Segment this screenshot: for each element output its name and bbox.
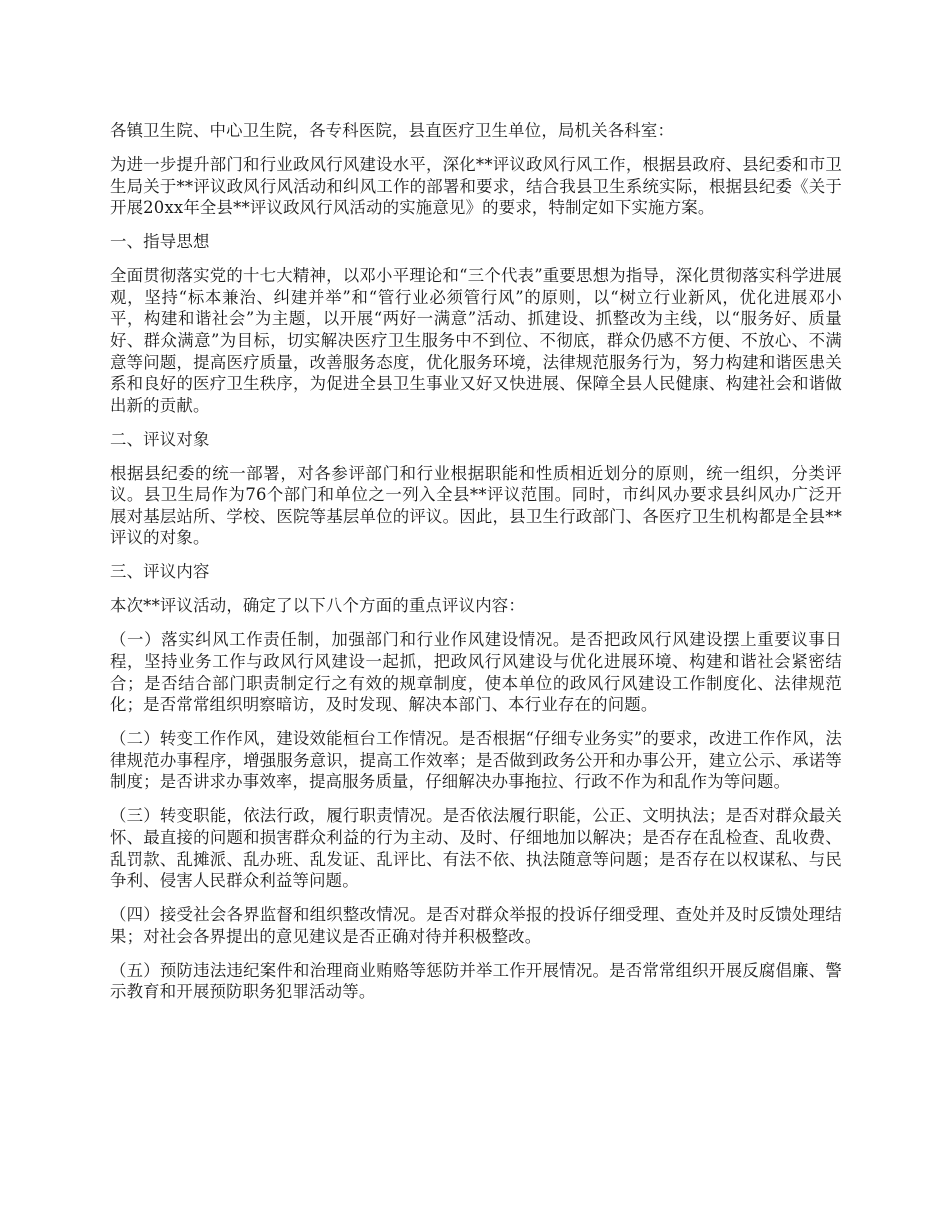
review-item-1: （一）落实纠风工作责任制，加强部门和行业作风建设情况。是否把政风行风建设摆上重要议事日程，坚持业务工作与政风行风建设一起抓，把政风行风建设与优化进展环境、构建和谐社会紧密结合；是否结合部门职责制定行之有效的规章制度，使本单位的政风行风建设工作制度化、法律规范化；是否常常组织明察暗访，及时发现、解决本部门、本行业存在的问题。 — [110, 630, 842, 715]
salutation: 各镇卫生院、中心卫生院，各专科医院，县直医疗卫生单位，局机关各科室： — [110, 121, 675, 140]
section-intro-review-content: 本次**评议活动，确定了以下八个方面的重点评议内容： — [110, 596, 525, 616]
section-heading-guiding-thought: 一、指导思想 — [110, 232, 210, 252]
document-body — [110, 120, 842, 1015]
section-body-guiding-thought: 全面贯彻落实党的十七大精神，以邓小平理论和“三个代表”重要思想为指导，深化贯彻落实科学进展观，坚持“标本兼治、纠建并举”和“管行业必须管行风”的原则，以“树立行业新风，优化进展邓小平，构建和谐社会”为主题，以开展“两好一满意”活动、抓建设、抓整改为主线，以“服务好、质量好、群众满意”为目标，切实解决医疗卫生服务中不到位、不彻底，群众仍感不方便、不放心、不满意等问题，提高医疗质量，改善服务态度，优化服务环境，法律规范服务行为，努力构建和谐医患关系和良好的医疗卫生秩序，为促进全县卫生事业又好又快进展、保障全县人民健康、构建社会和谐做出新的贡献。 — [110, 266, 842, 415]
section-heading-review-content: 三、评议内容 — [110, 562, 210, 582]
section-heading-review-targets: 二、评议对象 — [110, 429, 210, 449]
review-item-3: （三）转变职能，依法行政，履行职责情况。是否依法履行职能，公正、文明执法；是否对群众最关怀、最直接的问题和损害群众利益的行为主动、及时、仔细地加以解决；是否存在乱检查、乱收费、乱罚款、乱摊派、乱办班、乱发证、乱评比、有法不依、执法随意等问题；是否存在以权谋私、与民争利、侵害人民群众利益等问题。 — [110, 806, 842, 891]
review-item-4: （四）接受社会各界监督和组织整改情况。是否对群众举报的投诉仔细受理、查处并及时反馈处理结果；对社会各界提出的意见建议是否正确对待并积极整改。 — [110, 905, 842, 946]
review-item-2: （二）转变工作作风，建设效能桓台工作情况。是否根据“仔细专业务实”的要求，改进工作作风，法律规范办事程序，增强服务意识，提高工作效率；是否做到政务公开和办事公开，建立公示、承诺等制度；是否讲求办事效率，提高服务质量，仔细解决办事拖拉、行政不作为和乱作为等问题。 — [110, 729, 842, 792]
intro-paragraph: 为进一步提升部门和行业政风行风建设水平，深化**评议政风行风工作，根据县政府、县纪委和市卫生局关于**评议政风行风活动和纠风工作的部署和要求，结合我县卫生系统实际，根据县纪委《关于开展20xx年全县**评议政风行风活动的实施意见》的要求，特制定如下实施方案。 — [110, 154, 842, 218]
review-item-5: （五）预防违法违纪案件和治理商业贿赂等惩防并举工作开展情况。是否常常组织开展反腐倡廉、警示教育和开展预防职务犯罪活动等。 — [110, 960, 842, 1002]
section-body-review-targets: 根据县纪委的统一部署，对各参评部门和行业根据职能和性质相近划分的原则，统一组织，分类评议。县卫生局作为76个部门和单位之一列入全县**评议范围。同时，市纠风办要求县纠风办广泛开展对基层站所、学校、医院等基层单位的评议。因此，县卫生行政部门、各医疗卫生机构都是全县**评议的对象。 — [110, 463, 842, 548]
